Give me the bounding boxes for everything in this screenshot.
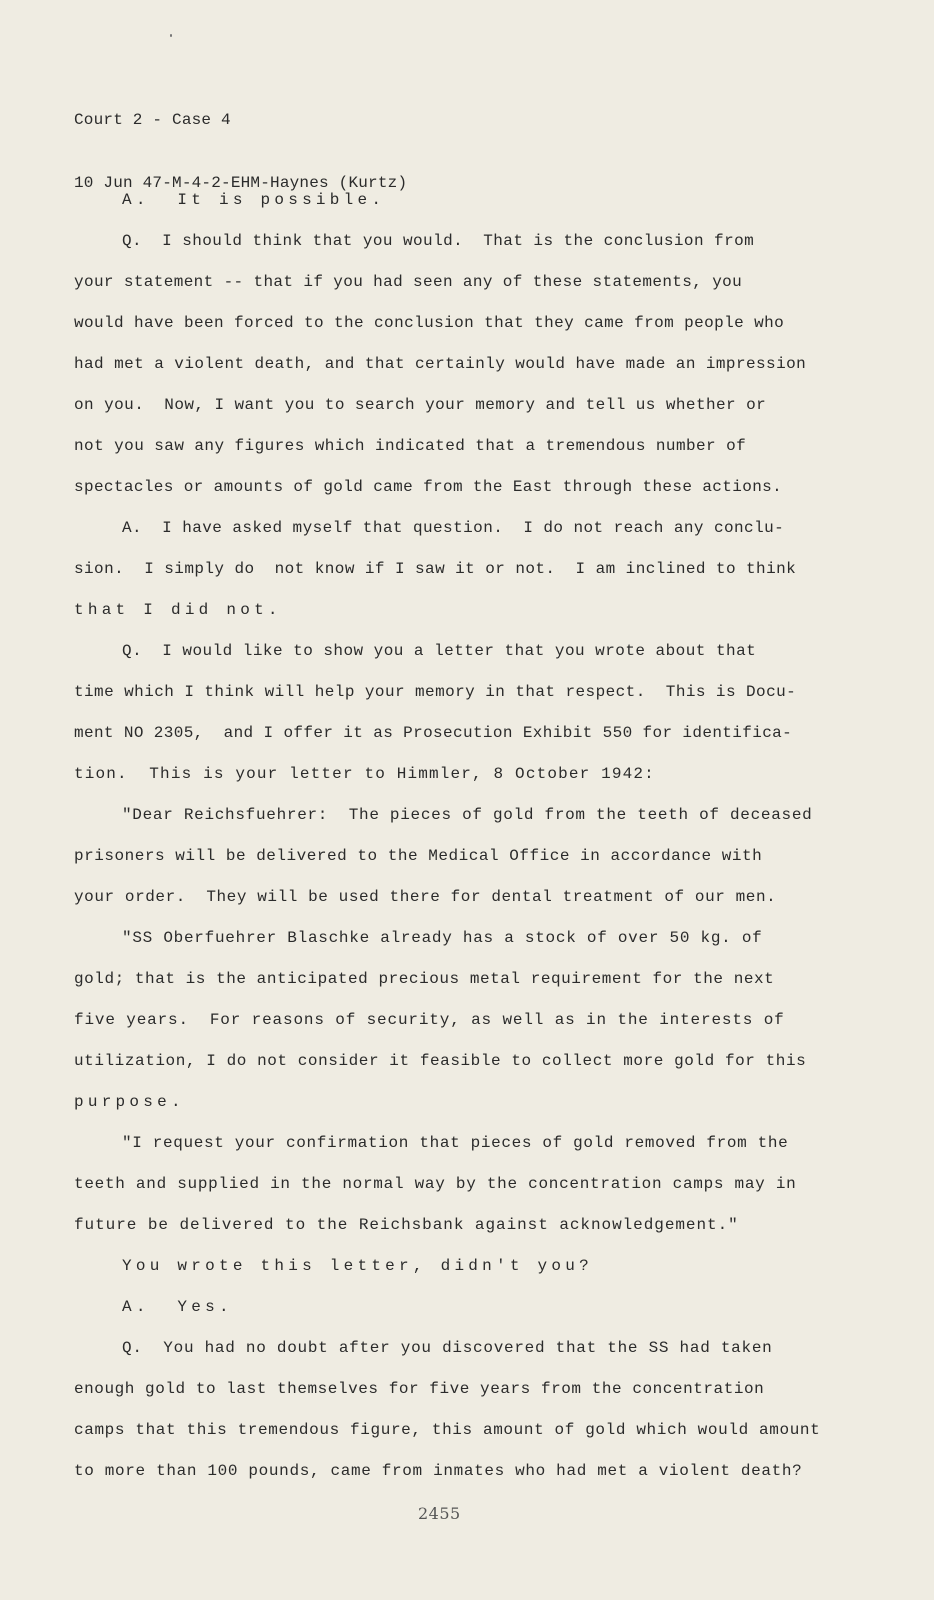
transcript-line: not you saw any figures which indicated that a tremendous number of [74,437,747,455]
transcript-line: A. Yes. [122,1298,233,1316]
transcript-line: on you. Now, I want you to search your memory and tell us whether or [74,396,767,414]
transcript-line: ment NO 2305, and I offer it as Prosecution Exhibit 550 for identifica- [74,724,793,742]
transcript-line: "Dear Reichsfuehrer: The pieces of gold from the teeth of deceased [122,806,813,824]
transcript-line: purpose. [74,1093,185,1111]
transcript-line: future be delivered to the Reichsbank against acknowledgement." [74,1216,739,1234]
header-reference-line: 10 Jun 47-M-4-2-EHM-Haynes (Kurtz) [74,174,408,192]
header-case-line: Court 2 - Case 4 [74,111,231,129]
transcript-line: that I did not. [74,601,282,619]
transcript-line: gold; that is the anticipated precious metal requirement for the next [74,970,775,988]
transcript-line: had met a violent death, and that certainly would have made an impression [74,355,807,373]
page-number: 2455 [418,1504,461,1523]
document-header [74,68,407,236]
transcript-line: "I request your confirmation that pieces of gold removed from the [122,1134,789,1152]
transcript-line: Q. You had no doubt after you discovered that the SS had taken [122,1339,773,1357]
transcript-line: prisoners will be delivered to the Medical Office in accordance with [74,847,763,865]
transcript-line: "SS Oberfuehrer Blaschke already has a stock of over 50 kg. of [122,929,763,947]
transcript-line: A. It is possible. [122,191,386,209]
transcript-line: tion. This is your letter to Himmler, 8 October 1942: [74,765,655,783]
transcript-line: Q. I should think that you would. That is the conclusion from [122,232,755,250]
transcript-line: spectacles or amounts of gold came from the East through these actions. [74,478,783,496]
transcript-line: camps that this tremendous figure, this amount of gold which would amount [74,1421,821,1439]
transcript-line: time which I think will help your memory in that respect. This is Docu- [74,683,797,701]
transcript-line: utilization, I do not consider it feasible to collect more gold for this [74,1052,807,1070]
transcript-line: enough gold to last themselves for five years from the concentration [74,1380,765,1398]
transcript-line: You wrote this letter, didn't you? [122,1257,593,1275]
transcript-line: teeth and supplied in the normal way by the concentration camps may in [74,1175,797,1193]
transcript-line: would have been forced to the conclusion that they came from people who [74,314,785,332]
transcript-line: sion. I simply do not know if I saw it or not. I am inclined to think [74,560,797,578]
transcript-line: A. I have asked myself that question. I do not reach any conclu- [122,519,785,537]
transcript-line: your order. They will be used there for dental treatment of our men. [74,888,777,906]
transcript-line: your statement -- that if you had seen any of these statements, you [74,273,743,291]
transcript-line: five years. For reasons of security, as well as in the interests of [74,1011,785,1029]
transcript-line: Q. I would like to show you a letter that you wrote about that [122,642,757,660]
transcript-line: to more than 100 pounds, came from inmates who had met a violent death? [74,1462,803,1480]
paper-speck [170,34,172,37]
